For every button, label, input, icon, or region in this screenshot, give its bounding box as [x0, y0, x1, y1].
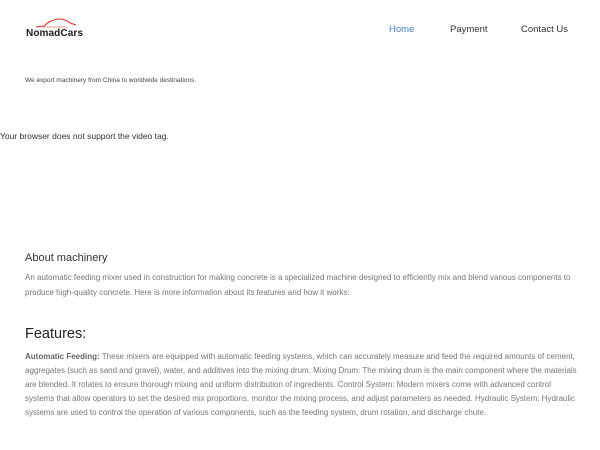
features-description [25, 350, 577, 420]
features-lead: Automatic Feeding: [25, 352, 100, 361]
nav-contact-us[interactable]: Contact Us [521, 24, 568, 35]
about-description: An automatic feeding mixer used in construction for making concrete is a specialized machine designed to efficiently mix and blend various components to produce high-quality concrete. Here is more information about its features and how it works: [25, 273, 571, 297]
about-heading: About machinery [25, 252, 108, 264]
nav-payment[interactable]: Payment [450, 24, 488, 35]
nav-home[interactable]: Home [389, 24, 415, 35]
features-heading: Features: [25, 326, 87, 342]
video-fallback-text: Your browser does not support the video tag. [0, 131, 169, 141]
main-nav [0, 24, 600, 38]
features-body: These mixers are equipped with automatic feeding systems, which can accurately measure and feed the required amounts of cement, aggregates (such as sand and gravel), water, and additives into the mixing drum. Mixing Drum: The mixing drum is the main component where the materials are blended. It rotates to ensure thorough mixing and uniform distribution of ingredients. Control System: Modern mixers come with advanced control systems that allow operators to set the desired mix proportions, monitor the mixing process, and adjust parameters as needed. Hydraulic System: Hydraulic systems are used to control the operation of various components, such as the feeding system, drum rotation, and discharge chute. [25, 352, 577, 417]
tagline: We export machinery from China to worldwide destinations. [25, 76, 197, 84]
site-header [0, 0, 600, 60]
brand-name: NomadCars [26, 28, 84, 39]
